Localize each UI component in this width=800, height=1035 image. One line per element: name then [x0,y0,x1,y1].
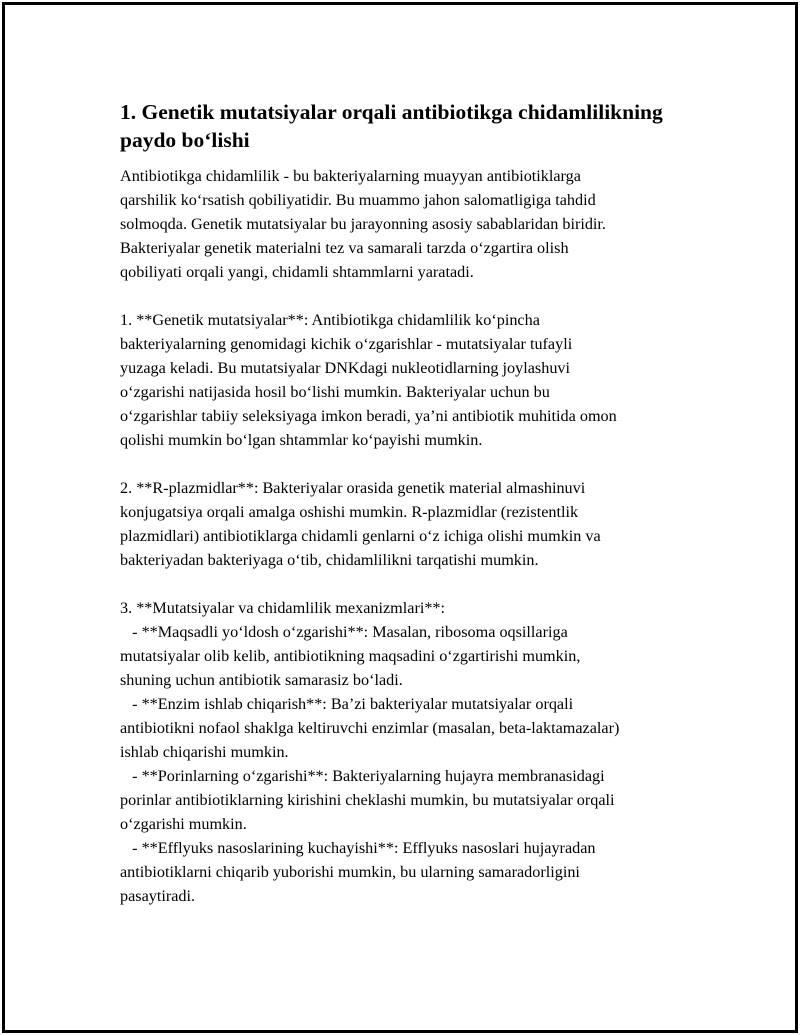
text-line: Antibiotikga chidamlilik - bu bakteriyalarning muayyan antibiotiklarga [120,167,581,185]
text-line: - **Porinlarning o‘zgarishi**: Bakteriyalarning hujayra membranasidagi [120,767,605,785]
text-line: ishlab chiqarishi mumkin. [120,743,289,761]
title-line: paydo bo‘lishi [120,128,250,152]
page-frame [2,2,798,1033]
text-line: o‘zgarishi mumkin. [120,815,247,833]
document-title [120,98,695,154]
text-line: o‘zgarishi natijasida hosil bo‘lishi mumkin. Bakteriyalar uchun bu [120,383,550,401]
text-line: - **Efflyuks nasoslarining kuchayishi**: Efflyuks nasoslari hujayradan [120,839,596,857]
paragraph-r-plasmids [120,476,695,572]
text-line: 1. **Genetik mutatsiyalar**: Antibiotikga chidamlilik ko‘pincha [120,311,540,329]
text-line: antibiotiklarni chiqarib yuborishi mumkin, bu ularning samaradorligini [120,863,580,881]
text-line: qolishi mumkin bo‘lgan shtammlar ko‘payishi mumkin. [120,431,483,449]
paragraph-gap [120,452,695,476]
paragraph-mechanisms [120,596,695,908]
text-line: mutatsiyalar olib kelib, antibiotikning maqsadini o‘zgartirishi mumkin, [120,647,581,665]
text-line: - **Maqsadli yo‘ldosh o‘zgarishi**: Masalan, ribosoma oqsillariga [120,623,568,641]
document-body [120,98,695,908]
text-line: yuzaga keladi. Bu mutatsiyalar DNKdagi nukleotidlarning joylashuvi [120,359,571,377]
text-line: shuning uchun antibiotik samarasiz bo‘ladi. [120,671,403,689]
paragraph-intro [120,164,695,284]
text-line: konjugatsiya orqali amalga oshishi mumkin. R-plazmidlar (rezistentlik [120,503,579,521]
text-line: porinlar antibiotiklarning kirishini cheklashi mumkin, bu mutatsiyalar orqali [120,791,615,809]
title-line: 1. Genetik mutatsiyalar orqali antibiotikga chidamlilikning [120,100,663,124]
text-line: Bakteriyalar genetik materialni tez va samarali tarzda o‘zgartira olish [120,239,569,257]
paragraph-genetic-mutations [120,308,695,452]
text-line: 3. **Mutatsiyalar va chidamlilik mexanizmlari**: [120,599,446,617]
paragraph-gap [120,284,695,308]
text-line: plazmidlari) antibiotiklarga chidamli genlarni o‘z ichiga olishi mumkin va [120,527,601,545]
text-line: 2. **R-plazmidlar**: Bakteriyalar orasida genetik material almashinuvi [120,479,586,497]
text-line: bakteriyalarning genomidagi kichik o‘zgarishlar - mutatsiyalar tufayli [120,335,573,353]
text-line: - **Enzim ishlab chiqarish**: Ba’zi bakteriyalar mutatsiyalar orqali [120,695,574,713]
text-line: qarshilik ko‘rsatish qobiliyatidir. Bu muammo jahon salomatligiga tahdid [120,191,596,209]
text-line: solmoqda. Genetik mutatsiyalar bu jarayonning asosiy sabablaridan biridir. [120,215,606,233]
text-line: bakteriyadan bakteriyaga o‘tib, chidamlilikni tarqatishi mumkin. [120,551,539,569]
text-line: antibiotikni nofaol shaklga keltiruvchi enzimlar (masalan, beta-laktamazalar) [120,719,620,737]
paragraph-gap [120,572,695,596]
text-line: qobiliyati orqali yangi, chidamli shtammlarni yaratadi. [120,263,474,281]
text-line: pasaytiradi. [120,887,196,905]
text-line: o‘zgarishlar tabiiy seleksiyaga imkon beradi, ya’ni antibiotik muhitida omon [120,407,617,425]
